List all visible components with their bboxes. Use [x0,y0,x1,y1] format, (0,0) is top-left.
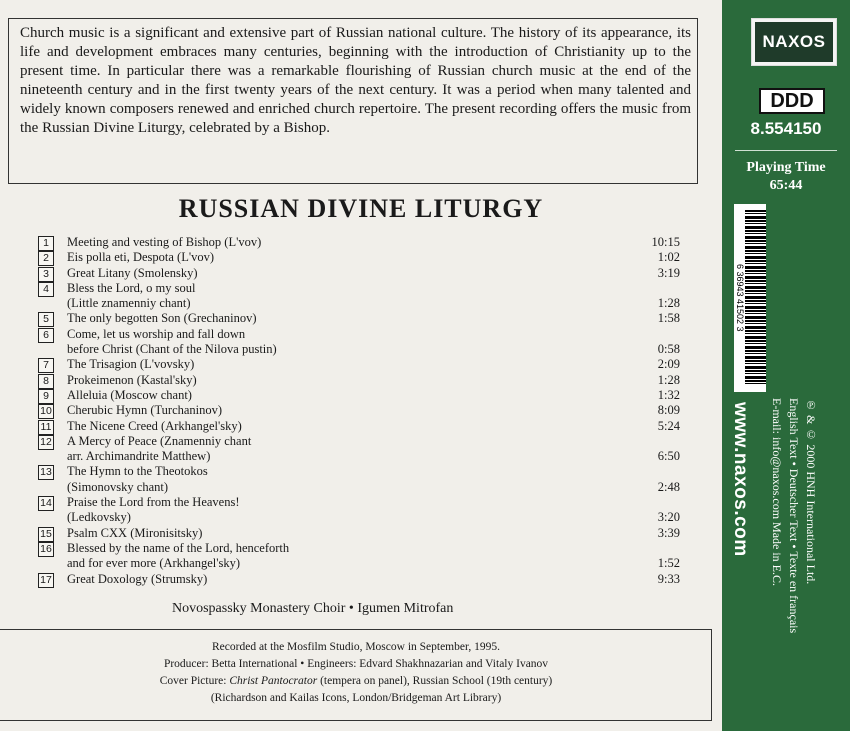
track-number: 12 [38,435,54,450]
track-title-text: Blessed by the name of the Lord, henceforth [67,540,290,555]
naxos-logo [751,18,837,66]
track-item [38,327,680,358]
track-title-line [38,419,680,434]
track-item [38,250,680,265]
track-duration: 3:39 [657,525,680,540]
track-list [38,235,680,587]
track-duration: 6:50 [657,449,680,464]
track-item [38,403,680,418]
track-duration: 5:24 [657,418,680,433]
track-title-text: Eis polla eti, Despota (L'vov) [67,250,215,265]
track-number: 4 [38,282,54,297]
track-title-text: The Nicene Creed (Arkhangel'sky) [67,418,242,433]
track-item [38,235,680,250]
track-title-text: The Hymn to the Theotokos [67,464,208,479]
track-duration: 9:33 [657,571,680,586]
track-item [38,311,680,326]
track-title-line [38,449,680,464]
spine-divider [735,150,837,151]
track-title-text: Bless the Lord, o my soul [67,280,196,295]
credit-cover-suffix: (tempera on panel), Russian School (19th century) [317,675,553,687]
track-number: 9 [38,389,54,404]
track-duration: 1:58 [657,311,680,326]
credit-cover-prefix: Cover Picture: [159,675,230,687]
track-duration: 3:20 [657,510,680,525]
album-title: RUSSIAN DIVINE LITURGY [178,194,544,223]
track-title-line [38,357,680,372]
track-title-line [38,526,680,541]
track-title-text: Psalm CXX (Mironisitsky) [67,525,203,540]
track-duration: 1:02 [657,250,680,265]
track-number: 6 [38,328,54,343]
track-title-line [38,480,680,495]
track-number: 15 [38,527,54,542]
track-title-line [38,403,680,418]
track-title-line [38,495,680,510]
track-title-line [38,311,680,326]
track-duration: 2:48 [657,479,680,494]
track-item [38,464,680,495]
track-title-text: Great Litany (Smolensky) [67,265,198,280]
track-title-line [38,373,680,388]
ddd-badge: DDD [759,88,825,114]
credit-library: (Richardson and Kailas Icons, London/Bridgeman Art Library) [210,692,502,704]
track-title-text: Alleluia (Moscow chant) [67,387,192,402]
credits [0,639,712,707]
credit-recorded: Recorded at the Mosfilm Studio, Moscow in September, 1995. [212,641,500,653]
track-item [38,357,680,372]
track-number: 1 [38,236,54,251]
track-duration: 0:58 [657,342,680,357]
track-number: 7 [38,358,54,373]
track-title-line [38,296,680,311]
track-duration: 1:28 [657,372,680,387]
track-duration: 2:09 [657,357,680,372]
track-duration: 8:09 [657,403,680,418]
track-duration: 1:32 [657,387,680,402]
track-item [38,572,680,587]
track-title-text: (Simonovsky chant) [67,479,169,494]
track-title-text: The Trisagion (L'vovsky) [67,357,195,372]
credit-producer: Producer: Betta International • Engineers: Edvard Shakhnazarian and Vitaly Ivanov [163,658,549,670]
performers: Novospassky Monastery Choir • Igumen Mitrofan [172,601,454,616]
track-title-line [38,541,680,556]
naxos-logo-text: NAXOS [755,22,833,62]
track-title-line [38,281,680,296]
track-title-text: The only begotten Son (Grechaninov) [67,311,257,326]
track-title-text: A Mercy of Peace (Znamenniy chant [67,433,252,448]
playing-time-value: 65:44 [769,178,803,193]
track-number: 11 [38,420,54,435]
track-title-line [38,327,680,342]
track-number: 2 [38,251,54,266]
track-item [38,419,680,434]
track-item [38,495,680,526]
track-duration: 1:52 [657,556,680,571]
track-duration: 10:15 [651,235,680,249]
track-title-text: before Christ (Chant of the Nilova pustin) [67,342,277,357]
track-title-line [38,572,680,587]
track-number: 16 [38,542,54,557]
track-title-line [38,235,680,250]
track-title-text: (Ledkovsky) [67,510,131,525]
track-item [38,266,680,281]
track-number: 13 [38,465,54,480]
track-item [38,373,680,388]
catalog-number: 8.554150 [750,119,822,138]
email-line: E-mail: info@naxos.com Made in E.C. [770,398,784,587]
track-title-text: Cherubic Hymn (Turchaninov) [67,403,223,418]
languages-line: English Text • Deutscher Text • Texte en français [787,398,801,634]
barcode-digits: 6 36943 41502 3 [735,264,745,332]
track-title-text: Come, let us worship and fall down [67,326,246,341]
track-item [38,541,680,572]
track-number: 14 [38,496,54,511]
barcode [734,204,766,392]
track-title-line [38,342,680,357]
track-number: 8 [38,374,54,389]
track-title-line [38,464,680,479]
track-number: 5 [38,312,54,327]
track-title-line [38,434,680,449]
track-title-line [38,266,680,281]
track-number: 17 [38,573,54,588]
track-title-line [38,510,680,525]
credit-cover [0,673,712,690]
track-title-text: (Little znamenniy chant) [67,296,191,311]
track-title-text: Prokeimenon (Kastal'sky) [67,372,197,387]
credit-cover-title: Christ Pantocrator [229,675,318,687]
track-item [38,434,680,465]
copyright-line: ℗ & © 2000 HNH International Ltd. [804,398,818,585]
website-url: www.naxos.com [730,402,751,557]
track-item [38,526,680,541]
track-title-text: Praise the Lord from the Heavens! [67,495,240,510]
track-number: 10 [38,404,54,419]
track-title-line [38,250,680,265]
track-item [38,388,680,403]
track-title-line [38,556,680,571]
track-title-text: arr. Archimandrite Matthew) [67,449,211,464]
track-title-text: Meeting and vesting of Bishop (L'vov) [67,235,262,249]
track-item [38,281,680,312]
track-title-text: and for ever more (Arkhangel'sky) [67,556,241,571]
track-title-line [38,388,680,403]
barcode-bars [745,210,766,386]
track-number: 3 [38,267,54,282]
track-duration: 3:19 [657,265,680,280]
track-title-text: Great Doxology (Strumsky) [67,571,208,586]
track-duration: 1:28 [657,296,680,311]
intro-paragraph: Church music is a significant and extensive part of Russian national culture. The history of its appearance, its life and development embraces many centuries, beginning with the introduction of Christianity up to the present time. In particular there was a remarkable flourishing of Russian church music at the end of the nineteenth century and in the first twenty years of the next century. It was a period when many talented and widely known composers renewed and enriched church repertoire. The present recording offers the music from the Russian Divine Liturgy, celebrated by a Bishop. [20,25,691,136]
playing-time-label: Playing Time [746,160,826,175]
